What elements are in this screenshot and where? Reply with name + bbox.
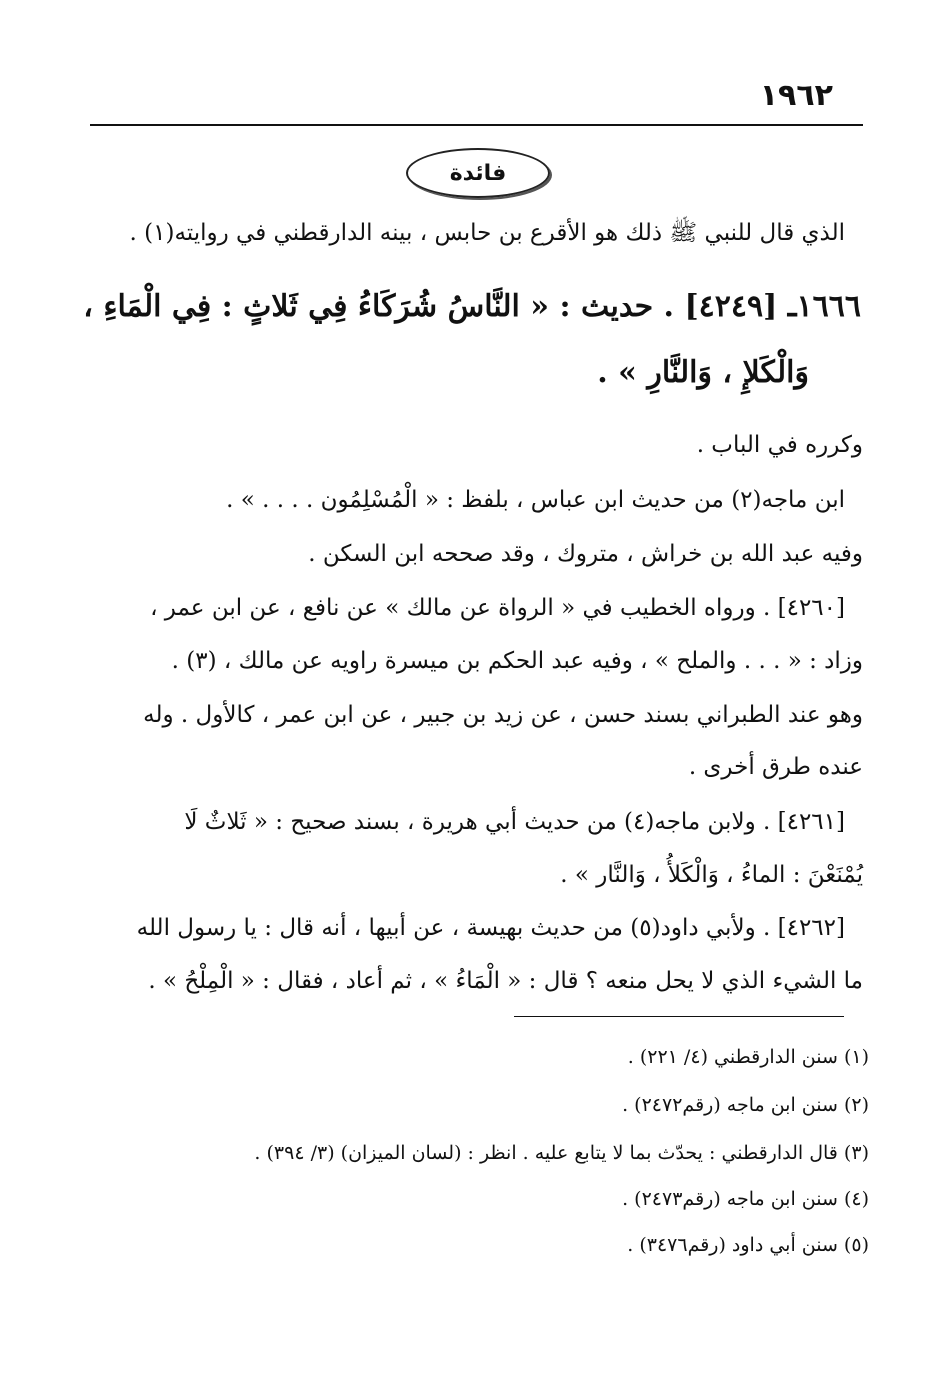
body-line: عنده طرق أخرى . [688, 754, 863, 780]
body-line: ما الشيء الذي لا يحل منعه ؟ قال : « الْمَاءُ » ، ثم أعاد ، فقال : « الْمِلْحُ » . [148, 968, 863, 994]
section-badge: فائدة [406, 148, 550, 198]
body-line: الذي قال للنبي ﷺ ذلك هو الأقرع بن حابس ، بينه الدارقطني في روايته(١) . [129, 220, 845, 246]
hadith-heading-line: ١٦٦٦ـ [٤٢٤٩] . حديث : « النَّاسُ شُرَكَاءُ فِي ثَلاثٍ : فِي الْمَاءِ ، [83, 289, 861, 324]
footnote: (٤) سنن ابن ماجه (رقم٢٤٧٣) . [622, 1188, 869, 1210]
footnote: (١) سنن الدارقطني (٤/ ٢٢١) . [627, 1046, 869, 1068]
body-line: [٤٢٦٠] . ورواه الخطيب في « الرواة عن مالك » عن نافع ، عن ابن عمر ، [150, 595, 845, 621]
body-line: وزاد : « . . . والملح » ، وفيه عبد الحكم بن ميسرة راويه عن مالك ، (٣) . [171, 648, 863, 674]
page-number: ١٩٦٢ [759, 78, 833, 113]
footnote: (٥) سنن أبي داود (رقم٣٤٧٦) . [627, 1234, 869, 1256]
header-rule [90, 124, 863, 126]
body-line: يُمْنَعْنَ : الماءُ ، وَالْكَلأُ ، وَالنَّار » . [560, 862, 863, 888]
body-line: وفيه عبد الله بن خراش ، متروك ، وقد صححه ابن السكن . [308, 541, 863, 567]
footnote: (٣) قال الدارقطني : يحدّث بما لا يتابع عليه . انظر : (لسان الميزان) (٣/ ٣٩٤) . [254, 1142, 869, 1164]
footnote: (٢) سنن ابن ماجه (رقم٢٤٧٢) . [622, 1094, 869, 1116]
body-line: وكرره في الباب . [696, 432, 863, 458]
hadith-heading-line: وَالْكَلإِ ، وَالنَّارِ » . [597, 355, 809, 390]
body-line: وهو عند الطبراني بسند حسن ، عن زيد بن جبير ، عن ابن عمر ، كالأول . وله [143, 702, 863, 728]
body-line: ابن ماجه(٢) من حديث ابن عباس ، بلفظ : « الْمُسْلِمُون . . . . » . [226, 487, 845, 513]
footnote-rule [514, 1016, 844, 1017]
body-line: [٤٢٦٢] . ولأبي داود(٥) من حديث بهيسة ، عن أبيها ، أنه قال : يا رسول الله [136, 915, 845, 941]
body-line: [٤٢٦١] . ولابن ماجه(٤) من حديث أبي هريرة ، بسند صحيح : « ثَلاثٌ لَا [184, 809, 845, 835]
